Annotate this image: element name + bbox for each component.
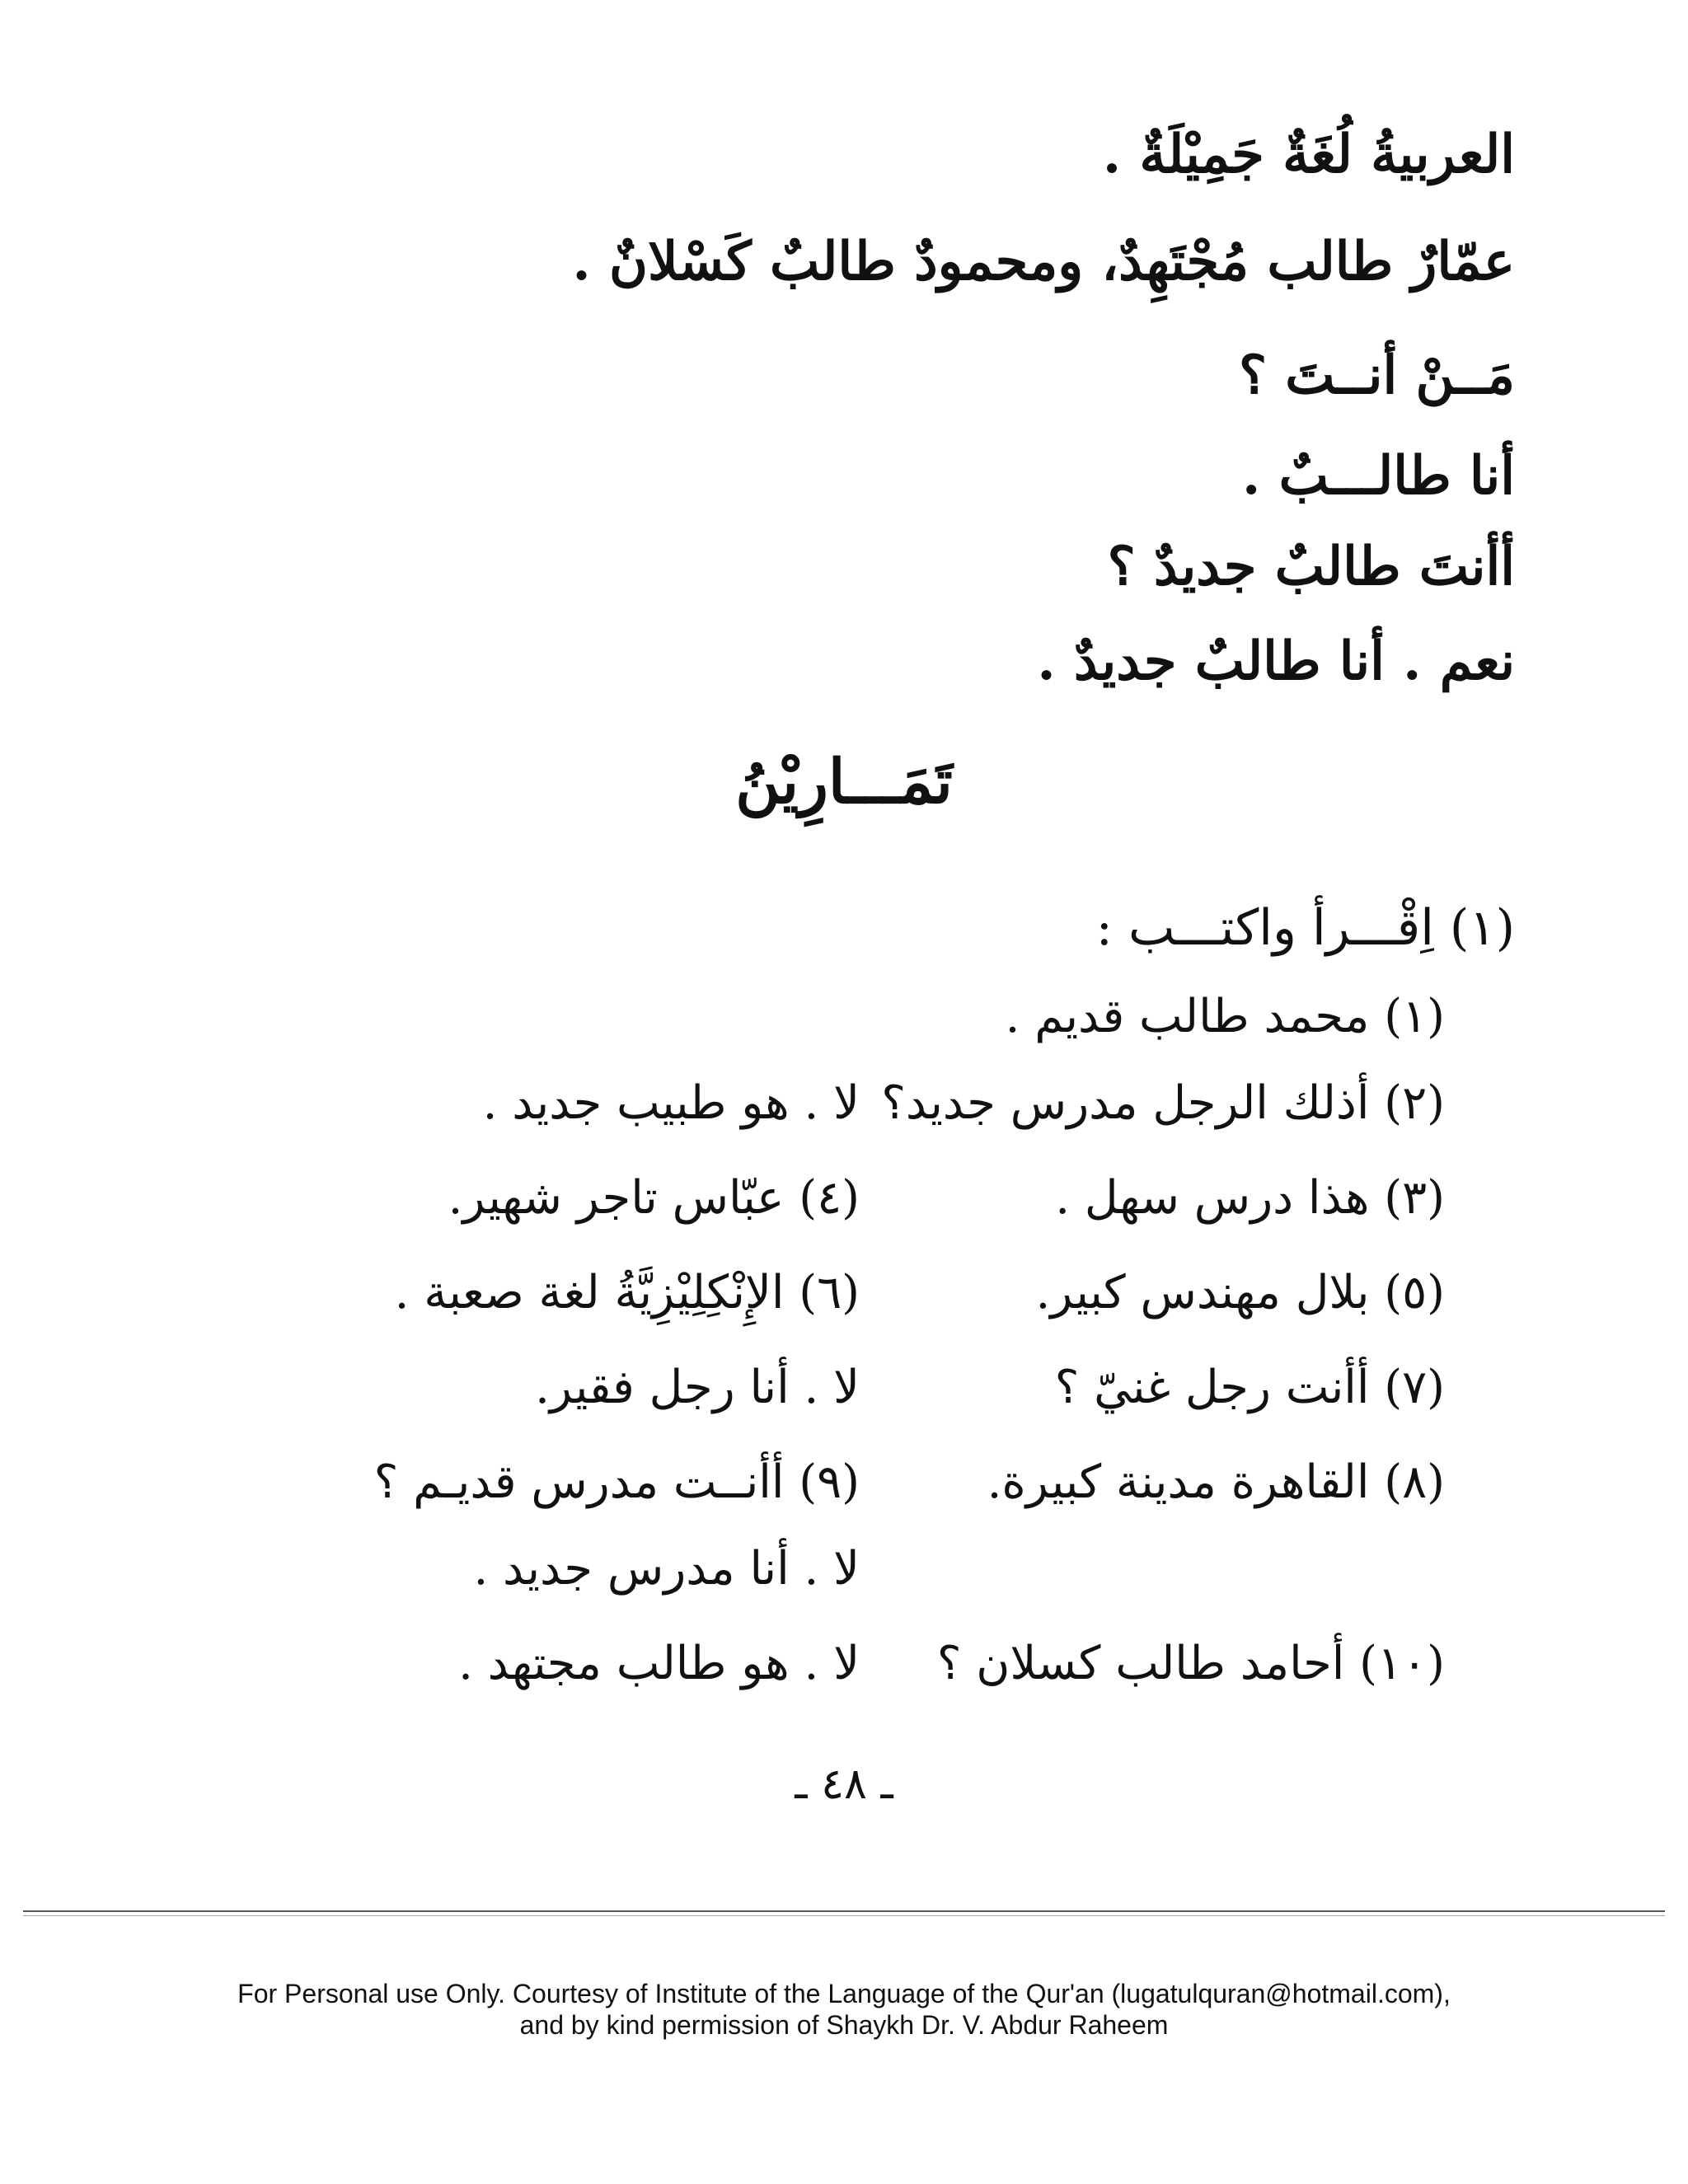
footer-line-2: and by kind permission of Shaykh Dr. V. Abdur Raheem [519,2010,1169,2040]
intro-line-1: العربيةُ لُغَةٌ جَمِيْلَةٌ . [1102,124,1515,185]
exercise-item-7-answer: لا . أنا رجل فقير. [535,1361,860,1414]
exercise-item-6: (٦) الإِنْكِلِيْزِيَّةُ لغة صعبة . [394,1266,860,1319]
intro-line-3: مَــنْ أنــتَ ؟ [1239,344,1515,406]
exercise-item-7: (٧) أأنت رجل غنيّ ؟ [1054,1361,1445,1414]
footer-line-1: For Personal use Only. Courtesy of Institute of the Language of the Qur'an (lugatulquran@hotmail.com), [237,1979,1451,2008]
exercise-item-3: (٣) هذا درس سهل . [1055,1171,1445,1225]
exercise-item-2: (٢) أذلك الرجل مدرس جديد؟ [881,1076,1445,1130]
exercise-item-5: (٥) بلال مهندس كبير. [1035,1266,1445,1319]
exercise-item-8: (٨) القاهرة مدينة كبيرة. [987,1455,1445,1509]
exercise-title: (١) اِقْـــرأ واكتـــب : [1095,899,1515,957]
intro-line-2: عمّارٌ طالب مُجْتَهِدٌ، ومحمودٌ طالبٌ كَسْلانٌ . [572,231,1515,293]
exercise-item-10: (١٠) أحامد طالب كسلان ؟ [936,1637,1445,1690]
intro-line-6: نعم . أنا طالبٌ جديدٌ . [1037,630,1515,692]
page-number: ـ ٤٨ ـ [795,1760,893,1809]
exercise-item-2-answer: لا . هو طبيب جديد . [482,1076,860,1130]
exercise-item-9: (٩) أأنــت مدرس قديـم ؟ [373,1455,860,1509]
exercise-item-1: (١) محمد طالب قديم . [1005,990,1445,1043]
intro-line-4: أنا طالـــبٌ . [1242,445,1515,507]
exercise-item-10-answer: لا . هو طالب مجتهد . [458,1637,860,1690]
intro-line-5: أأنتَ طالبٌ جديدٌ ؟ [1107,536,1515,598]
footer-note [0,1978,1688,2041]
footer-divider [23,1910,1665,1912]
exercise-item-4: (٤) عبّاس تاجر شهير. [448,1171,860,1225]
footer-divider-secondary [23,1915,1665,1916]
exercises-heading: تَمَـــارِيْنُ [735,747,953,818]
exercise-item-9-answer: لا . أنا مدرس جديد . [473,1542,860,1596]
